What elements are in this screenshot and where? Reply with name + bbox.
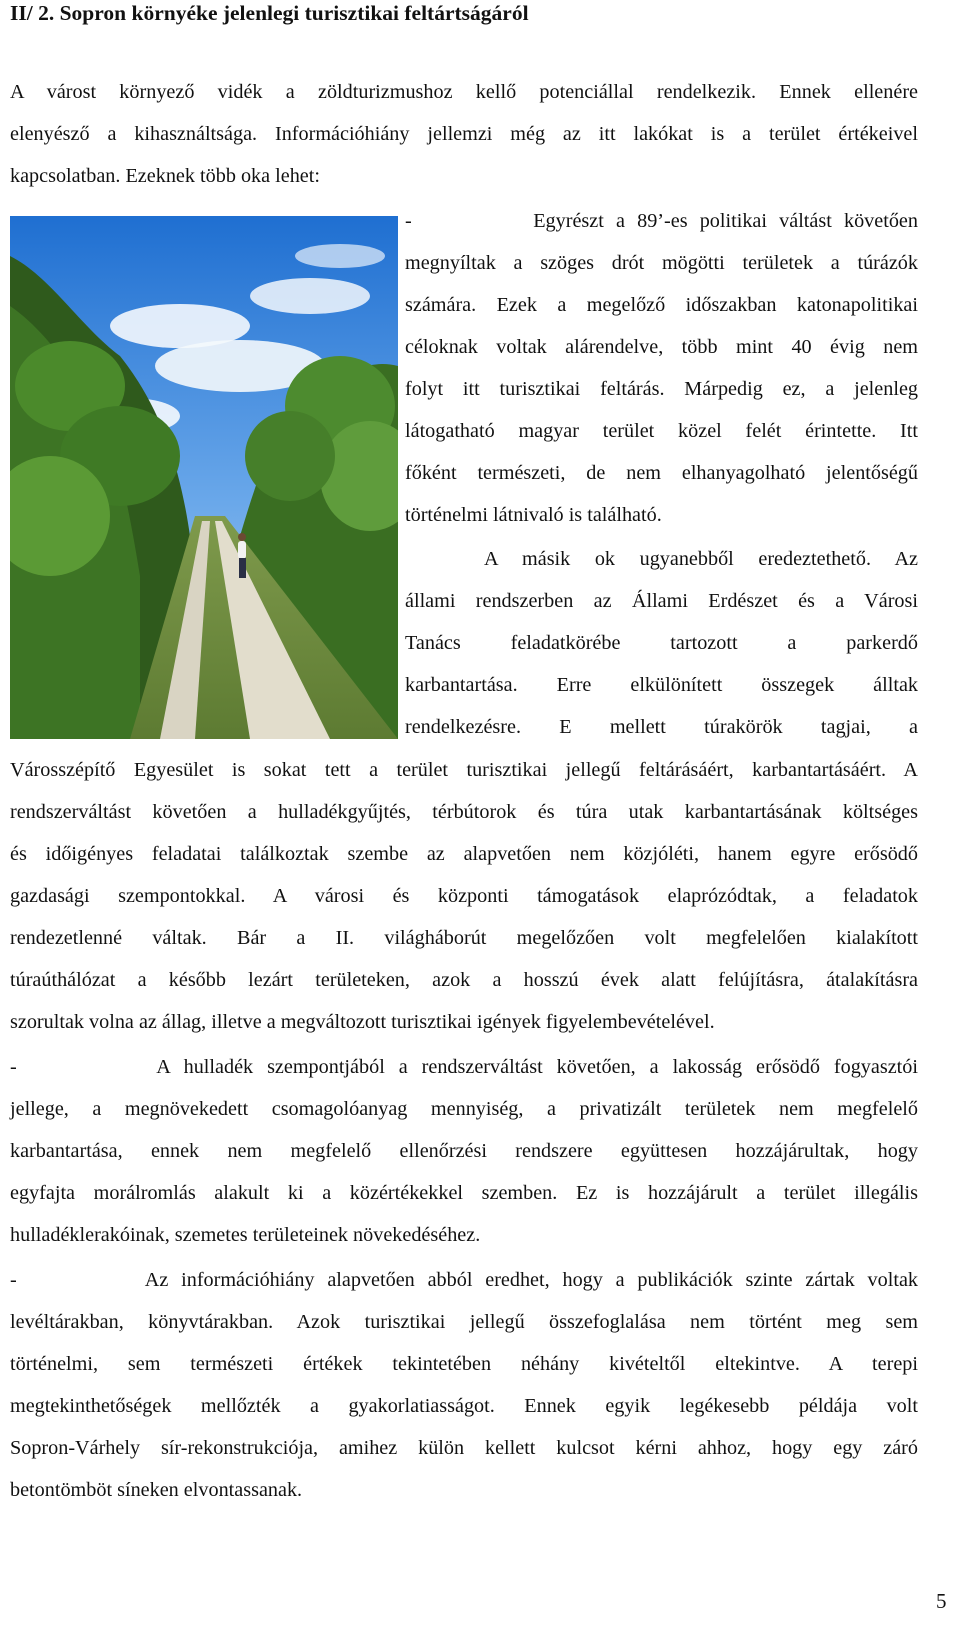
text-line: túraúthálózat a később lezárt területeken, azok a hosszú évek alatt felújításra, átalakításra	[10, 969, 918, 991]
text-line: Tanács feladatkörébe tartozott a parkerdő	[405, 632, 918, 654]
text-line: látogatható magyar terület közel felét érintette. Itt	[405, 420, 918, 442]
text-line: gazdasági szempontokkal. A városi és központi támogatások elaprózódtak, a feladatok	[10, 885, 918, 907]
text-line: A várost környező vidék a zöldturizmushoz kellő potenciállal rendelkezik. Ennek ellenére	[10, 81, 918, 103]
text-line: történelmi, sem természeti értékek tekintetében néhány kivételtől eltekintve. A terepi	[10, 1353, 918, 1375]
text-line: - Az információhiány alapvetően abból eredhet, hogy a publikációk szinte zártak voltak	[10, 1269, 918, 1291]
text-line: főként természeti, de nem elhanyagolható jelentőségű	[405, 462, 918, 484]
text-line: rendezetlenné váltak. Bár a II. világháborút megelőzően volt megfelelően kialakított	[10, 927, 918, 949]
text-line: állami rendszerben az Állami Erdészet és a Városi	[405, 590, 918, 612]
text-line: elenyésző a kihasználtsága. Információhiány jellemzi még az itt lakókat is a terület értékeivel	[10, 123, 918, 145]
text-line: - A hulladék szempontjából a rendszerváltást követően, a lakosság erősödő fogyasztói	[10, 1056, 918, 1078]
text-line: rendelkezésre. E mellett túrakörök tagjai, a	[405, 716, 918, 738]
text-line: történelmi látnivaló is található.	[405, 504, 662, 526]
text-line: karbantartása. Erre elkülönített összegek álltak	[405, 674, 918, 696]
text-line: egyfajta morálromlás alakult ki a közértékekkel szemben. Ez is hozzájárult a terület illegális	[10, 1182, 918, 1204]
text-line: és időigényes feladatai találkoztak szembe az alapvetően nem közjóléti, hanem egyre erősödő	[10, 843, 918, 865]
text-line: betontömböt síneken elvontassanak.	[10, 1479, 303, 1501]
text-line: - Egyrészt a 89’-es politikai váltást követően	[405, 210, 918, 232]
section-heading: II/ 2. Sopron környéke jelenlegi turisztikai feltártságáról	[10, 1, 529, 25]
text-line: számára. Ezek a megelőző időszakban katonapolitikai	[405, 294, 918, 316]
page-number: 5	[936, 1589, 947, 1613]
text-line: szorultak volna az állag, illetve a megváltozott turisztikai igények figyelembevételével.	[10, 1011, 715, 1033]
text-line: jellege, a megnövekedett csomagolóanyag mennyiség, a privatizált területek nem megfelelő	[10, 1098, 918, 1120]
text-line: kapcsolatban. Ezeknek több oka lehet:	[10, 165, 320, 187]
text-line: Sopron-Várhely sír-rekonstrukciója, amihez külön kellett kulcsot kérni ahhoz, hogy egy záró	[10, 1437, 918, 1459]
text-line: céloknak voltak alárendelve, több mint 40 évig nem	[405, 336, 918, 358]
text-line: Városszépítő Egyesület is sokat tett a terület turisztikai jellegű feltárásáért, karbantartásáért. A	[10, 759, 918, 781]
text-line: levéltárakban, könyvtárakban. Azok turisztikai jellegű összefoglalása nem történt meg sem	[10, 1311, 918, 1333]
forest-path-photo	[10, 216, 398, 739]
text-line: megtekinthetőségek mellőzték a gyakorlatiasságot. Ennek egyik legékesebb példája volt	[10, 1395, 918, 1417]
text-line: hulladéklerakóinak, szemetes területeinek növekedéséhez.	[10, 1224, 481, 1246]
text-line: megnyíltak a szöges drót mögötti területek a túrázók	[405, 252, 918, 274]
text-line: karbantartása, ennek nem megfelelő ellenőrzési rendszere együttesen hozzájárultak, hogy	[10, 1140, 918, 1162]
text-line: rendszerváltást követően a hulladékgyűjtés, térbútorok és túra utak karbantartásának költséges	[10, 801, 918, 823]
text-line: folyt itt turisztikai feltárás. Márpedig ez, a jelenleg	[405, 378, 918, 400]
text-line: A másik ok ugyanebből eredeztethető. Az	[484, 548, 918, 570]
